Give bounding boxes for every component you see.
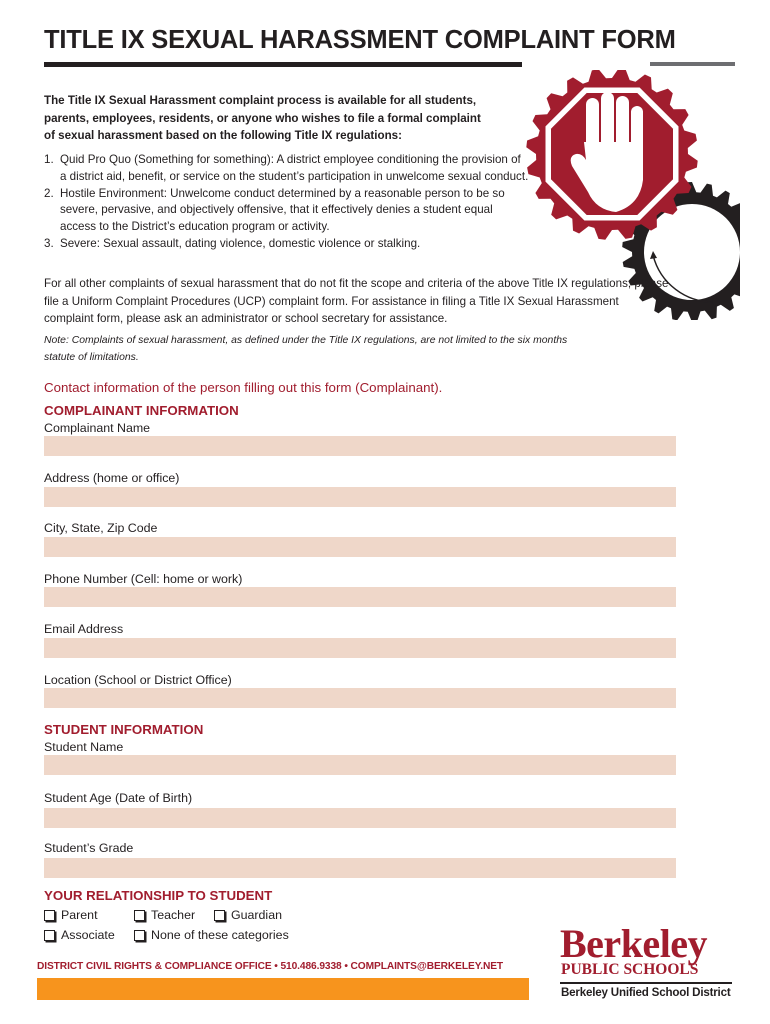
phone-field[interactable] — [44, 587, 676, 607]
student-grade-label: Student’s Grade — [44, 841, 134, 855]
checkbox-icon[interactable] — [134, 910, 145, 921]
regulation-item: 3. Severe: Sexual assault, dating violence, domestic violence or stalking. — [44, 236, 421, 250]
address-field[interactable] — [44, 487, 676, 507]
relationship-option-parent[interactable]: Parent — [44, 908, 98, 922]
student-age-label: Student Age (Date of Birth) — [44, 791, 193, 805]
district-name: Berkeley Unified School District — [561, 986, 731, 999]
complainant-name-label: Complainant Name — [44, 421, 151, 435]
student-age-field[interactable] — [44, 808, 676, 828]
district-logo: Berkeley — [560, 921, 708, 966]
email-field[interactable] — [44, 638, 676, 658]
checkbox-icon[interactable] — [44, 930, 55, 941]
phone-label: Phone Number (Cell: home or work) — [44, 572, 243, 586]
regulation-item: 2. Hostile Environment: Unwelcome conduct determined by a reasonable person to be so severe, pervasive, and objectively offensive, that it effectively denies a student equal access to the District’s education program or activity. — [44, 186, 505, 234]
relationship-section-heading: YOUR RELATIONSHIP TO STUDENT — [44, 888, 273, 903]
regulations-list — [44, 152, 529, 253]
student-grade-field[interactable] — [44, 858, 676, 878]
title-underline — [44, 62, 522, 67]
other-complaints-text: For all other complaints of sexual harassment that do not fit the scope and criteria of the above Title IX regulations, please file a Uniform Complaint Procedures (UCP) complaint form. For assistance in filing a Title IX Sexual Harassment complaint form, please ask an administrator or school secretary for assistance. — [44, 277, 669, 325]
compliance-office-contact: DISTRICT CIVIL RIGHTS & COMPLIANCE OFFICE • 510.486.9338 • COMPLAINTS@BERKELEY.NET — [37, 961, 504, 972]
relationship-option-guardian[interactable]: Guardian — [214, 908, 282, 922]
email-label: Email Address — [44, 622, 124, 636]
location-field[interactable] — [44, 688, 676, 708]
complainant-section-heading: COMPLAINANT INFORMATION — [44, 403, 239, 418]
logo-divider — [560, 982, 732, 984]
address-label: Address (home or office) — [44, 471, 180, 485]
relationship-option-none[interactable]: None of these categories — [134, 928, 289, 942]
district-logo-subtitle: PUBLIC SCHOOLS — [561, 961, 699, 978]
relationship-option-associate[interactable]: Associate — [44, 928, 115, 942]
city-state-zip-field[interactable] — [44, 537, 676, 557]
checkbox-icon[interactable] — [44, 910, 55, 921]
student-section-heading: STUDENT INFORMATION — [44, 722, 204, 737]
form-title: TITLE IX SEXUAL HARASSMENT COMPLAINT FORM — [44, 26, 676, 54]
city-state-zip-label: City, State, Zip Code — [44, 521, 158, 535]
statute-note: Note: Complaints of sexual harassment, as defined under the Title IX regulations, are not limited to the six months statute of limitations. — [44, 335, 568, 363]
complainant-name-field[interactable] — [44, 436, 676, 456]
location-label: Location (School or District Office) — [44, 673, 232, 687]
checkbox-icon[interactable] — [134, 930, 145, 941]
regulation-item: 1. Quid Pro Quo (Something for something): A district employee conditioning the provision of a district aid, benefit, or service on the student’s participation in unwelcome sexual conduct. — [44, 153, 529, 183]
relationship-option-teacher[interactable]: Teacher — [134, 908, 195, 922]
title-underline-grey — [650, 62, 735, 66]
checkbox-icon[interactable] — [214, 910, 225, 921]
student-name-field[interactable] — [44, 755, 676, 775]
contact-heading: Contact information of the person filling out this form (Complainant). — [44, 380, 443, 395]
footer-bar — [37, 978, 529, 1000]
student-name-label: Student Name — [44, 740, 124, 754]
intro-text: The Title IX Sexual Harassment complaint process is available for all students, parents, employees, residents, or anyone who wishes to file a formal complaint of sexual harassment based on the following Title IX regulations: — [44, 94, 481, 142]
